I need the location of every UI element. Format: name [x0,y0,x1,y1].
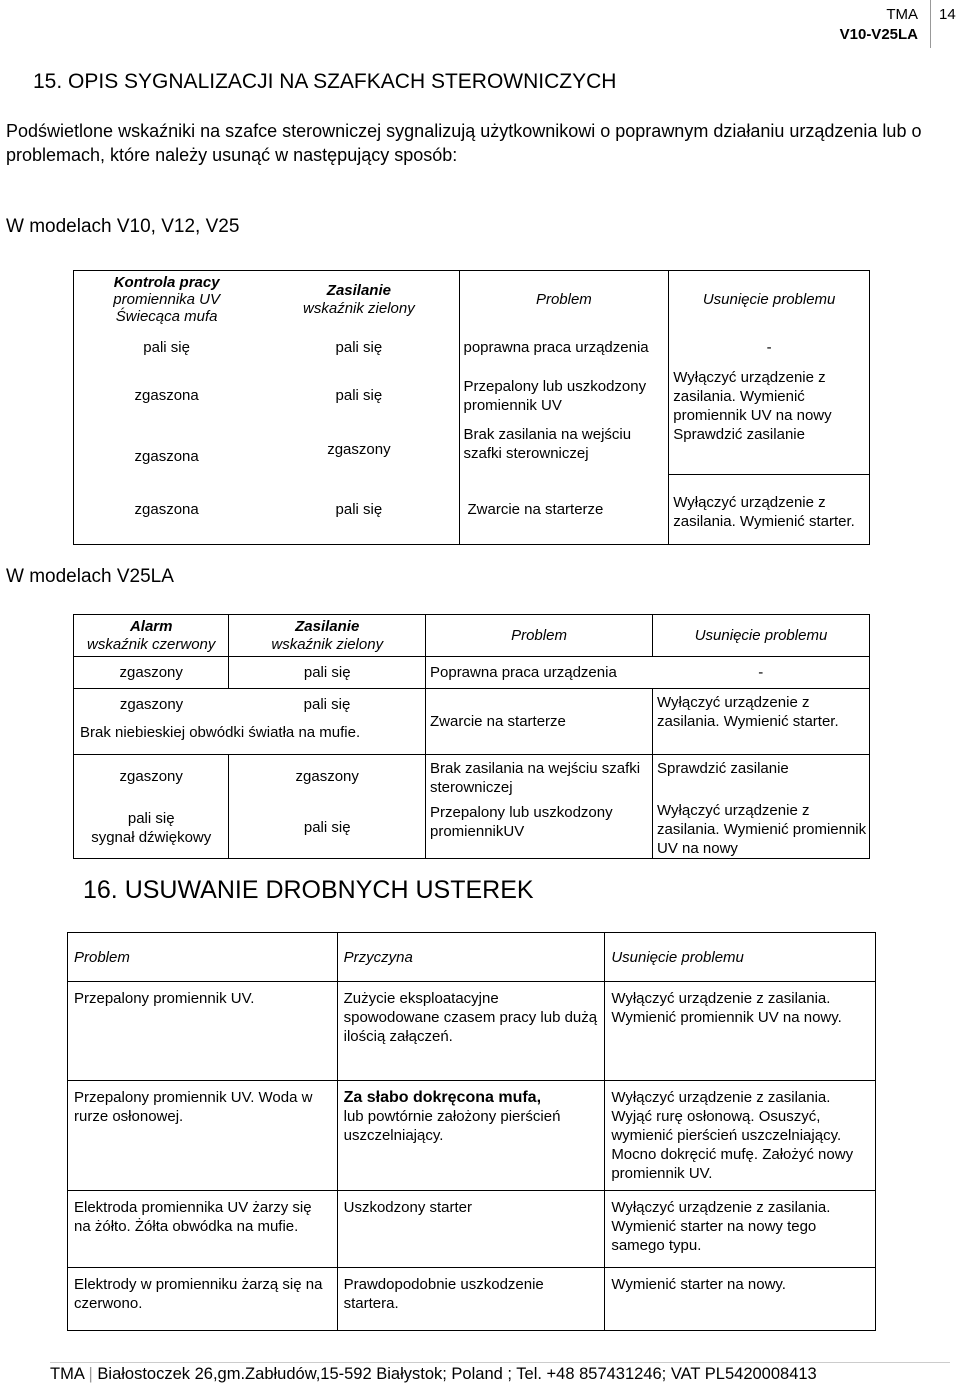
cell: pali się [229,797,426,859]
header-brand [840,5,918,45]
cause-detail: lub powtórnie założony pierścień uszczelniający. [343,1108,561,1144]
signal-table-v25la [73,614,870,859]
cell: Wyłączyć urządzenie z zasilania. Wymienić starter. [653,689,870,755]
cause-emphasis: Za słabo dokręcona mufa, [343,1089,542,1106]
header-solution: Usunięcie problemu [669,271,870,329]
cell: zgaszony [74,657,229,689]
header-power [259,271,459,329]
header-power-line1: Zasilanie [295,617,360,635]
header-uv-line3: Świecąca mufa [115,308,218,326]
header-power [229,615,426,657]
cell: Elektroda promiennika UV żarzy się na żółto. Żółta obwódka na mufie. [68,1191,338,1268]
cell: Uszkodzony starter [337,1191,605,1268]
cell: pali się [335,339,383,356]
header-power-line2: wskaźnik zielony [271,635,384,653]
header-alarm [74,615,229,657]
header-problem: Problem [426,615,653,657]
cell: pali się [303,695,351,713]
model-name: V10-V25LA [839,26,918,43]
cell: Przepalony lub uszkodzony promiennikUV [426,797,653,859]
cell: pali się [335,500,383,518]
header-uv-control [74,271,260,329]
cell-pair [74,689,425,719]
cell: - [669,329,870,367]
cell: Przepalony lub uszkodzony promiennik UV [459,367,669,425]
signal-table-v10-v12-v25 [73,270,870,545]
cell: pali się [335,387,383,404]
header-alarm-line1: Alarm [129,617,173,635]
header-solution: Usunięcie problemu [605,933,876,982]
cell: zgaszony [74,755,229,798]
cell-group [74,689,426,755]
cell: Elektrody w promienniku żarzą się na czerwono. [68,1268,338,1331]
footer-separator: | [88,1365,93,1383]
cell-line2: sygnał dźwiękowy [91,828,212,846]
header-problem: Problem [459,271,669,329]
cell: Zużycie eksploatacyjne spowodowane czasem pracy lub dużą ilością załączeń. [337,982,605,1081]
header-problem: Problem [68,933,338,982]
cell [337,1081,605,1191]
header-power-line1: Zasilanie [326,281,391,299]
cell: zgaszony [119,695,184,713]
brand-name: TMA [886,6,918,23]
cell: zgaszona [134,500,199,518]
section-15-title: 15. OPIS SYGNALIZACJI NA SZAFKACH STEROWNICZYCH [33,70,617,93]
cell: pali się [143,339,190,356]
subheading-v10-v12-v25: W modelach V10, V12, V25 [6,216,240,237]
cell: Brak zasilania na wejściu szafki sterowniczej [426,755,653,798]
cell: Wyłączyć urządzenie z zasilania. Wymienić promiennik UV na nowy [669,367,870,425]
cell: Poprawna praca urządzenia [426,657,653,689]
header-solution: Usunięcie problemu [653,615,870,657]
cell: zgaszona [134,448,199,465]
cell: Wyłączyć urządzenie z zasilania. Wymienić starter na nowy tego samego typu. [605,1191,876,1268]
footer-brand: TMA [50,1365,84,1383]
header-uv-line2: promiennika UV [113,291,220,309]
cell: pali się [229,657,426,689]
cell: Przepalony promiennik UV. Woda w rurze osłonowej. [68,1081,338,1191]
cell: Wyłączyć urządzenie z zasilania. Wyjąć rurę osłonową. Osuszyć, wymienić pierścień uszczelniający. Mocno dokręcić mufę. Założyć nowy promiennik UV. [605,1081,876,1191]
cell: zgaszony [327,441,391,458]
header-cause: Przyczyna [337,933,605,982]
subheading-v25la: W modelach V25LA [6,566,174,587]
cell: Brak zasilania na wejściu szafki sterowniczej [459,425,669,475]
cell: zgaszony [229,755,426,798]
intro-text: Podświetlone wskaźniki na szafce sterowniczej sygnalizują użytkownikowi o poprawnym działaniu urządzenia lub o problemach, które należy usunąć w następujący sposób: [6,121,922,165]
cell: Zwarcie na starterze [426,689,653,755]
footer [50,1362,950,1384]
header-power-line2: wskaźnik zielony [303,299,415,317]
cell: Sprawdzić zasilanie [669,425,870,475]
cell: Wymienić starter na nowy. [605,1268,876,1331]
troubleshooting-table [67,932,876,1331]
cell: Wyłączyć urządzenie z zasilania. Wymienić promiennik UV na nowy [653,797,870,859]
header-alarm-line2: wskaźnik czerwony [87,635,216,653]
section-16-title: 16. USUWANIE DROBNYCH USTEREK [83,876,534,904]
footer-address: Białostoczek 26,gm.Zabłudów,15-592 Białystok; Poland ; Tel. +48 857431246; VAT PL5420008413 [97,1365,817,1383]
header-uv-line1: Kontrola pracy [113,274,220,292]
cell [74,797,229,859]
cell-note: Brak niebieskiej obwódki światła na mufie. [80,724,361,741]
cell: zgaszona [134,387,199,404]
cell: Przepalony promiennik UV. [68,982,338,1081]
cell: Zwarcie na starterze [459,475,669,545]
cell: poprawna praca urządzenia [459,329,669,367]
cell: Sprawdzić zasilanie [653,755,870,798]
cell: Prawdopodobnie uszkodzenie startera. [337,1268,605,1331]
page-number: 14 [930,0,960,48]
cell-line1: pali się [127,809,175,827]
cell: Wyłączyć urządzenie z zasilania. Wymienić starter. [669,475,870,545]
cell: Wyłączyć urządzenie z zasilania. Wymienić promiennik UV na nowy. [605,982,876,1081]
cell: - [653,657,870,689]
